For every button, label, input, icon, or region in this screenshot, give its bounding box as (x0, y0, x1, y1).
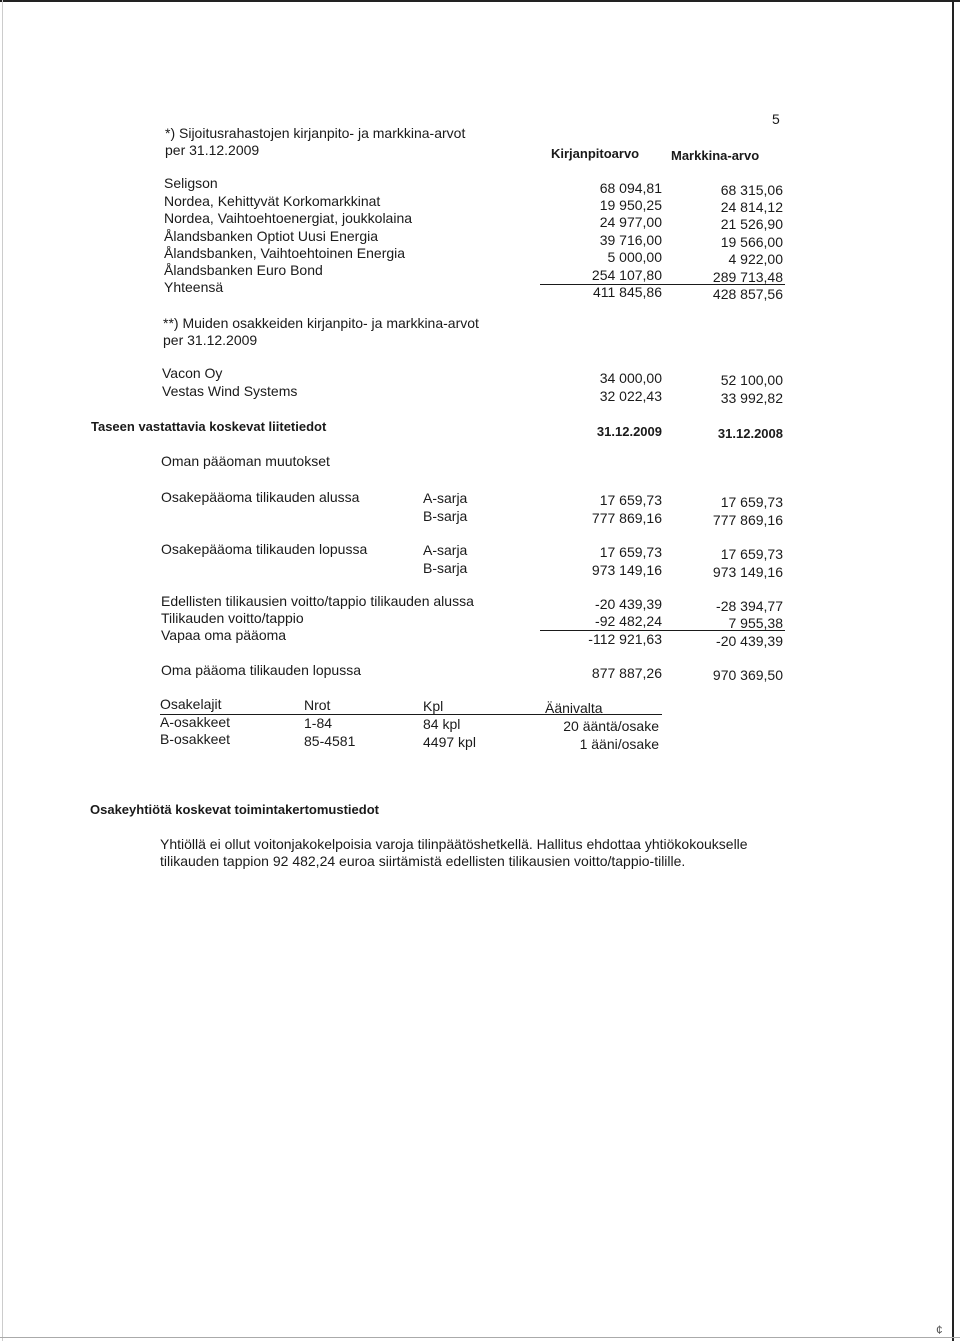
value-2008: 17 659,73 (720, 546, 783, 562)
fund-name: Ålandsbanken, Vaihtoehtoinen Energia (164, 245, 406, 261)
share-table-rule (160, 714, 662, 715)
retained-earnings-label: Edellisten tilikausien voitto/tappio tilikauden alussa (161, 593, 474, 609)
col-header-book-value: Kirjanpitoarvo (551, 146, 640, 161)
section1-date: per 31.12.2009 (165, 142, 260, 158)
equity-subheading: Oman pääoman muutokset (161, 453, 330, 469)
scan-border-right (952, 0, 954, 1341)
share-book-value: 34 000,00 (599, 370, 662, 386)
notes-line-2: tilikauden tappion 92 482,24 euroa siirtämistä edellisten tilikausien voitto/tappio-tilille. (160, 853, 686, 869)
fund-book-value: 68 094,81 (599, 180, 662, 196)
free-equity-2008: -20 439,39 (716, 633, 783, 649)
retained-2009: -20 439,39 (595, 596, 662, 612)
value-2009: 777 869,16 (591, 510, 662, 526)
fund-name: Nordea, Vaihtoehtoenergiat, joukkolaina (164, 210, 413, 226)
fund-book-value: 5 000,00 (607, 249, 662, 265)
equity-heading: Taseen vastattavia koskevat liitetiedot (91, 419, 327, 434)
share-class-votes: 20 ääntä/osake (563, 718, 659, 734)
share-class-type: B-osakkeet (160, 731, 231, 747)
free-equity-label: Vapaa oma pääoma (161, 627, 287, 643)
share-class-votes: 1 ääni/osake (579, 736, 659, 752)
share-name: Vacon Oy (162, 365, 223, 381)
equity-total-2009: 877 887,26 (591, 665, 662, 681)
col-header-2008: 31.12.2008 (717, 426, 783, 441)
series-label: A-sarja (423, 542, 468, 558)
section2-date: per 31.12.2009 (163, 332, 258, 348)
share-class-count: 84 kpl (423, 716, 461, 732)
fund-name: Ålandsbanken Optiot Uusi Energia (164, 228, 379, 244)
col-header-2009: 31.12.2009 (596, 424, 662, 439)
profit-label: Tilikauden voitto/tappio (161, 610, 304, 626)
share-class-count: 4497 kpl (423, 734, 476, 750)
profit-2008: 7 955,38 (728, 615, 783, 631)
value-2008: 17 659,73 (720, 494, 783, 510)
fund-book-value: 254 107,80 (591, 267, 662, 283)
share-class-nos: 1-84 (304, 715, 333, 731)
fund-name: Nordea, Kehittyvät Korkomarkkinat (164, 193, 381, 209)
share-table-header-votes: Äänivalta (545, 700, 603, 716)
value-2008: 777 869,16 (712, 512, 783, 528)
fund-market-value: 289 713,48 (712, 269, 783, 285)
notes-line-1: Yhtiöllä ei ollut voitonjakokelpoisia varoja tilinpäätöshetkellä. Hallitus ehdottaa yhtiökokoukselle (160, 836, 748, 852)
fund-market-value: 19 566,00 (720, 234, 783, 250)
share-table-header-nos: Nrot (304, 697, 331, 713)
notes-heading: Osakeyhtiötä koskevat toimintakertomustiedot (90, 802, 379, 817)
share-market-value: 52 100,00 (720, 372, 783, 388)
series-label: A-sarja (423, 490, 468, 506)
capital-start-label: Osakepääoma tilikauden alussa (161, 489, 360, 505)
section1-title: *) Sijoitusrahastojen kirjanpito- ja markkina-arvot (165, 125, 466, 141)
fund-book-value: 24 977,00 (599, 214, 662, 230)
fund-market-value: 68 315,06 (720, 182, 783, 198)
free-equity-2009: -112 921,63 (588, 631, 662, 647)
col-header-market-value: Markkina-arvo (671, 148, 760, 163)
value-2009: 17 659,73 (599, 492, 662, 508)
value-2008: 973 149,16 (712, 564, 783, 580)
scan-border-top (0, 0, 960, 2)
fund-name: Seligson (164, 175, 218, 191)
series-label: B-sarja (423, 560, 468, 576)
fund-market-value: 21 526,90 (720, 216, 783, 232)
total-market-value: 428 857,56 (712, 286, 783, 302)
capital-end-label: Osakepääoma tilikauden lopussa (161, 541, 368, 557)
profit-2009: -92 482,24 (595, 613, 662, 629)
fund-book-value: 19 950,25 (599, 197, 662, 213)
share-book-value: 32 022,43 (599, 388, 662, 404)
share-table-header-count: Kpl (423, 698, 444, 714)
fund-market-value: 4 922,00 (728, 251, 783, 267)
scan-border-bottom (0, 1337, 960, 1338)
equity-total-2008: 970 369,50 (712, 667, 783, 683)
series-label: B-sarja (423, 508, 468, 524)
equity-total-label: Oma pääoma tilikauden lopussa (161, 662, 362, 678)
share-market-value: 33 992,82 (720, 390, 783, 406)
corner-mark: ¢ (936, 1323, 943, 1337)
retained-2008: -28 394,77 (716, 598, 783, 614)
fund-name: Ålandsbanken Euro Bond (164, 262, 323, 278)
share-table-header-type: Osakelajit (160, 696, 222, 712)
value-2009: 973 149,16 (591, 562, 662, 578)
section2-title: **) Muiden osakkeiden kirjanpito- ja markkina-arvot (163, 315, 479, 331)
fund-market-value: 24 814,12 (720, 199, 783, 215)
total-label: Yhteensä (164, 279, 224, 295)
share-class-type: A-osakkeet (160, 714, 231, 730)
share-class-nos: 85-4581 (304, 733, 356, 749)
page-number: 5 (772, 111, 780, 127)
total-book-value: 411 845,86 (592, 284, 662, 300)
share-name: Vestas Wind Systems (162, 383, 298, 399)
scan-border-left (2, 0, 3, 1341)
fund-book-value: 39 716,00 (599, 232, 662, 248)
value-2009: 17 659,73 (599, 544, 662, 560)
